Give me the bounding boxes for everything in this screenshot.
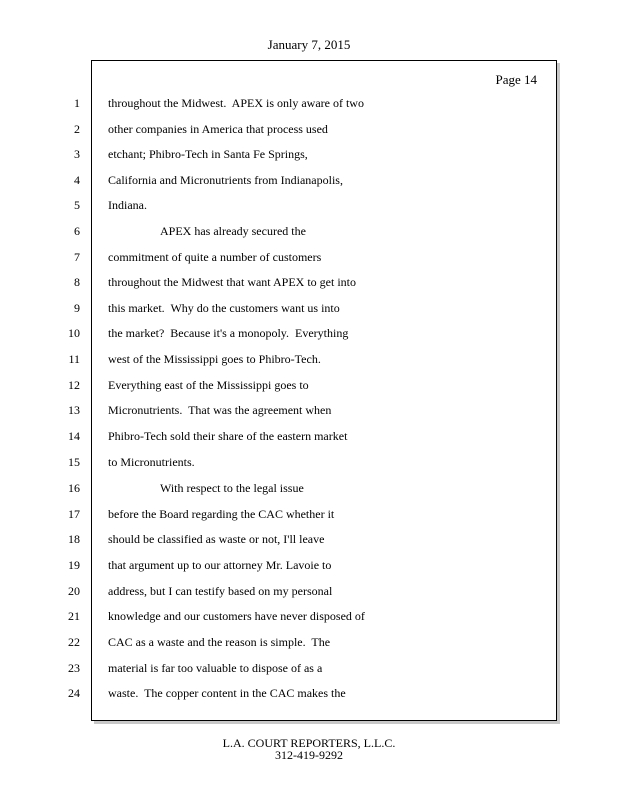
transcript-line: other companies in America that process used bbox=[108, 122, 328, 136]
transcript-line: knowledge and our customers have never disposed of bbox=[108, 609, 365, 623]
transcript-line: APEX has already secured the bbox=[160, 224, 306, 238]
transcript-line: west of the Mississippi goes to Phibro-Tech. bbox=[108, 352, 321, 366]
page-number: Page 14 bbox=[495, 72, 537, 87]
line-number: 15 bbox=[68, 455, 80, 469]
line-number: 12 bbox=[68, 378, 80, 392]
line-number: 24 bbox=[68, 686, 80, 700]
line-number: 1 bbox=[74, 96, 80, 110]
line-number: 13 bbox=[68, 403, 80, 417]
line-number: 18 bbox=[68, 532, 80, 546]
line-number: 14 bbox=[68, 429, 80, 443]
line-number: 6 bbox=[74, 224, 80, 238]
transcript-line: Phibro-Tech sold their share of the eastern market bbox=[108, 429, 348, 443]
line-number: 11 bbox=[68, 352, 80, 366]
transcript-line: With respect to the legal issue bbox=[160, 481, 304, 495]
court-reporter-name: L.A. COURT REPORTERS, L.L.C. bbox=[222, 736, 396, 750]
line-number: 20 bbox=[68, 584, 80, 598]
transcript-line: should be classified as waste or not, I'll leave bbox=[108, 532, 325, 546]
transcript-line: throughout the Midwest. APEX is only aware of two bbox=[108, 96, 364, 110]
transcript-line: California and Micronutrients from Indianapolis, bbox=[108, 173, 343, 187]
transcript-line: Everything east of the Mississippi goes to bbox=[108, 378, 309, 392]
court-reporter-phone: 312-419-9292 bbox=[275, 748, 343, 762]
line-number: 21 bbox=[68, 609, 80, 623]
line-number: 22 bbox=[68, 635, 80, 649]
line-number: 10 bbox=[68, 326, 80, 340]
line-number: 4 bbox=[74, 173, 80, 187]
transcript-line: commitment of quite a number of customers bbox=[108, 250, 322, 264]
line-number: 3 bbox=[74, 147, 80, 161]
line-number: 23 bbox=[68, 661, 80, 675]
transcript-date: January 7, 2015 bbox=[267, 37, 351, 52]
line-number: 19 bbox=[68, 558, 80, 572]
transcript-line: before the Board regarding the CAC whether it bbox=[108, 507, 335, 521]
line-number: 17 bbox=[68, 507, 80, 521]
transcript-line: to Micronutrients. bbox=[108, 455, 195, 469]
line-number: 5 bbox=[74, 198, 80, 212]
line-number: 9 bbox=[74, 301, 80, 315]
transcript-line: throughout the Midwest that want APEX to get into bbox=[108, 275, 356, 289]
transcript-line: CAC as a waste and the reason is simple. The bbox=[108, 635, 331, 649]
transcript-line: this market. Why do the customers want us into bbox=[108, 301, 340, 315]
transcript-line: that argument up to our attorney Mr. Lavoie to bbox=[108, 558, 332, 572]
transcript-line: material is far too valuable to dispose of as a bbox=[108, 661, 323, 675]
transcript-line: Indiana. bbox=[108, 198, 147, 212]
line-number: 8 bbox=[74, 275, 80, 289]
line-number: 2 bbox=[74, 122, 80, 136]
transcript-line: waste. The copper content in the CAC makes the bbox=[108, 686, 346, 700]
transcript-line: Micronutrients. That was the agreement when bbox=[108, 403, 332, 417]
transcript-line: the market? Because it's a monopoly. Everything bbox=[108, 326, 349, 340]
line-number: 16 bbox=[68, 481, 80, 495]
transcript-line: address, but I can testify based on my personal bbox=[108, 584, 333, 598]
transcript-line: etchant; Phibro-Tech in Santa Fe Springs, bbox=[108, 147, 308, 161]
line-number: 7 bbox=[74, 250, 80, 264]
